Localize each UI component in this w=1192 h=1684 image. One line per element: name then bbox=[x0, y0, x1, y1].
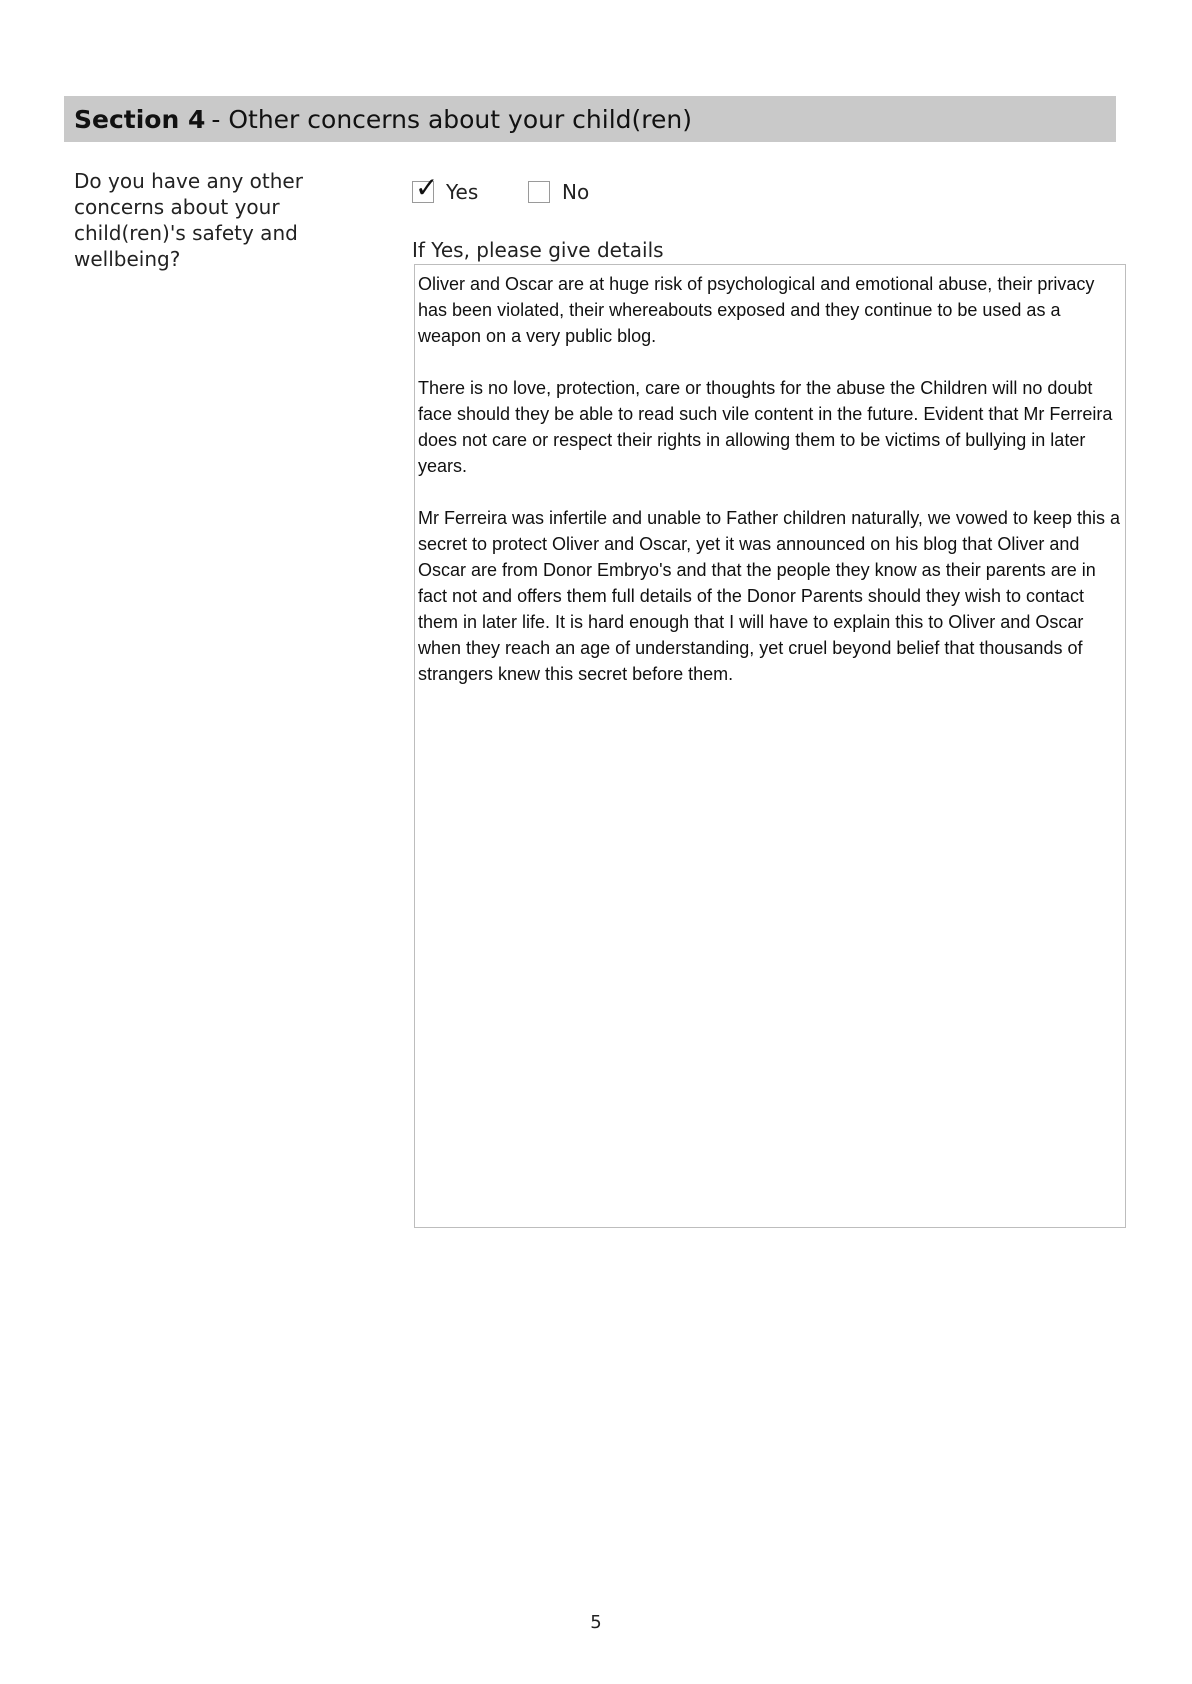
details-paragraph: Mr Ferreira was infertile and unable to Father children naturally, we vowed to keep this a secret to protect Oliver and Oscar, yet it was announced on his blog that Oliver and Oscar are from Donor Embryo's and that the people they know as their parents are in fact not and offers them full details of the Donor Parents should they wish to contact them in later life. It is hard enough that I will have to explain this to Oliver and Oscar when they reach an age of understanding, yet cruel beyond belief that thousands of strangers knew this secret before them. bbox=[418, 508, 1121, 684]
section-header bbox=[64, 96, 1116, 142]
details-textarea[interactable] bbox=[414, 264, 1126, 1228]
no-option[interactable] bbox=[528, 180, 589, 204]
section-number: Section 4 bbox=[74, 104, 206, 134]
section-title: - Other concerns about your child(ren) bbox=[211, 104, 692, 134]
details-paragraph: Oliver and Oscar are at huge risk of psychological and emotional abuse, their privacy has been violated, their whereabouts exposed and they continue to be used as a weapon on a very public blog. bbox=[418, 274, 1095, 346]
yes-option[interactable] bbox=[412, 171, 479, 204]
details-label: If Yes, please give details bbox=[412, 238, 664, 262]
page-number: 5 bbox=[590, 1612, 602, 1633]
question-label: Do you have any other concerns about your child(ren)'s safety and wellbeing? bbox=[74, 169, 303, 271]
checkmark-icon: ✓ bbox=[415, 171, 439, 204]
no-checkbox[interactable] bbox=[528, 181, 550, 203]
no-label: No bbox=[562, 180, 590, 204]
yes-label: Yes bbox=[446, 180, 479, 204]
details-paragraph: There is no love, protection, care or thoughts for the abuse the Children will no doubt face should they be able to read such vile content in the future. Evident that Mr Ferreira does not care or respect their rights in allowing them to be victims of bullying in later years. bbox=[418, 378, 1113, 476]
yes-checkbox[interactable] bbox=[412, 171, 439, 204]
